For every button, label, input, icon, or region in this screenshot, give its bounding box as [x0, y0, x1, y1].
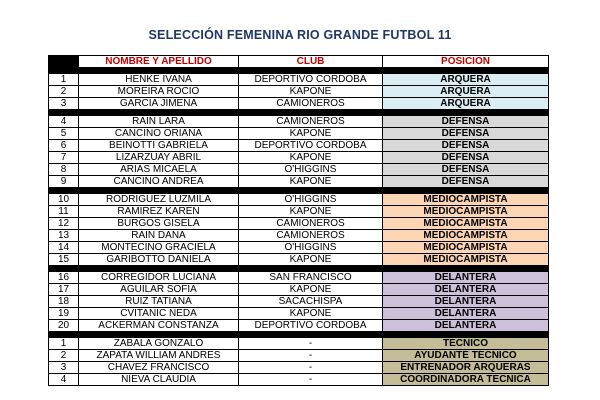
position-label: DEFENSA	[383, 152, 549, 164]
club-name: -	[239, 362, 383, 374]
row-number: 4	[49, 116, 79, 128]
row-number: 18	[49, 296, 79, 308]
name-column-header: NOMBRE Y APELLIDO	[79, 56, 239, 68]
table-row	[49, 284, 549, 296]
position-label: MEDIOCAMPISTA	[383, 194, 549, 206]
player-name: GARIBOTTO DANIELA	[79, 254, 239, 266]
position-column-header: POSICION	[383, 56, 549, 68]
player-name: GARCIA JIMENA	[79, 98, 239, 110]
position-label: ARQUERA	[383, 74, 549, 86]
club-name: KAPONE	[239, 284, 383, 296]
club-name: CAMIONEROS	[239, 116, 383, 128]
table-row	[49, 308, 549, 320]
player-name: RODRIGUEZ LUZMILA	[79, 194, 239, 206]
position-label: DEFENSA	[383, 128, 549, 140]
row-number: 5	[49, 128, 79, 140]
player-name: ZAPATA WILLIAM ANDRES	[79, 350, 239, 362]
player-name: CORREGIDOR LUCIANA	[79, 272, 239, 284]
row-number: 13	[49, 230, 79, 242]
row-number: 11	[49, 206, 79, 218]
table-row	[49, 176, 549, 188]
position-label: MEDIOCAMPISTA	[383, 218, 549, 230]
position-label: MEDIOCAMPISTA	[383, 242, 549, 254]
player-name: CANCINO ANDREA	[79, 176, 239, 188]
table-row	[49, 254, 549, 266]
row-number: 2	[49, 86, 79, 98]
club-name: KAPONE	[239, 254, 383, 266]
table-row	[49, 374, 549, 386]
club-name: SACACHISPA	[239, 296, 383, 308]
position-label: DEFENSA	[383, 116, 549, 128]
player-name: RAIN DANA	[79, 230, 239, 242]
position-label: DEFENSA	[383, 176, 549, 188]
position-label: ARQUERA	[383, 98, 549, 110]
roster-body	[49, 68, 549, 386]
player-name: BEINOTTI GABRIELA	[79, 140, 239, 152]
club-name: O'HIGGINS	[239, 242, 383, 254]
table-row	[49, 362, 549, 374]
club-name: CAMIONEROS	[239, 230, 383, 242]
club-name: DEPORTIVO CORDOBA	[239, 74, 383, 86]
table-row	[49, 98, 549, 110]
player-name: NIEVA CLAUDIA	[79, 374, 239, 386]
table-row	[49, 320, 549, 332]
player-name: RAMIREZ KAREN	[79, 206, 239, 218]
row-number: 17	[49, 284, 79, 296]
club-name: CAMIONEROS	[239, 218, 383, 230]
number-column-header	[49, 56, 79, 68]
club-name: KAPONE	[239, 308, 383, 320]
position-label: ENTRENADOR ARQUERAS	[383, 362, 549, 374]
position-label: DEFENSA	[383, 164, 549, 176]
row-number: 14	[49, 242, 79, 254]
player-name: RUIZ TATIANA	[79, 296, 239, 308]
club-name: -	[239, 350, 383, 362]
row-number: 3	[49, 362, 79, 374]
position-label: MEDIOCAMPISTA	[383, 254, 549, 266]
position-label: DELANTERA	[383, 296, 549, 308]
position-label: MEDIOCAMPISTA	[383, 230, 549, 242]
row-number: 4	[49, 374, 79, 386]
table-row	[49, 74, 549, 86]
player-name: BURGOS GISELA	[79, 218, 239, 230]
position-label: DEFENSA	[383, 140, 549, 152]
position-label: AYUDANTE TECNICO	[383, 350, 549, 362]
player-name: ACKERMAN CONSTANZA	[79, 320, 239, 332]
table-row	[49, 86, 549, 98]
position-label: MEDIOCAMPISTA	[383, 206, 549, 218]
table-row	[49, 152, 549, 164]
table-row	[49, 296, 549, 308]
table-row	[49, 116, 549, 128]
player-name: HENKE IVANA	[79, 74, 239, 86]
player-name: LIZARZUAY ABRIL	[79, 152, 239, 164]
player-name: MONTECINO GRACIELA	[79, 242, 239, 254]
position-label: COORDINADORA TECNICA	[383, 374, 549, 386]
club-name: SAN FRANCISCO	[239, 272, 383, 284]
club-name: DEPORTIVO CORDOBA	[239, 140, 383, 152]
table-row	[49, 230, 549, 242]
player-name: ARIAS MICAELA	[79, 164, 239, 176]
row-number: 3	[49, 98, 79, 110]
page-title: SELECCIÓN FEMENINA RIO GRANDE FUTBOL 11	[148, 28, 452, 42]
table-row	[49, 242, 549, 254]
player-name: MOREIRA ROCIO	[79, 86, 239, 98]
player-name: CHAVEZ FRANCISCO	[79, 362, 239, 374]
table-row	[49, 350, 549, 362]
club-name: KAPONE	[239, 176, 383, 188]
player-name: RAIN LARA	[79, 116, 239, 128]
player-name: ZABALA GONZALO	[79, 338, 239, 350]
table-row	[49, 194, 549, 206]
table-row	[49, 218, 549, 230]
player-name: CANCINO ORIANA	[79, 128, 239, 140]
club-name: KAPONE	[239, 152, 383, 164]
club-name: KAPONE	[239, 206, 383, 218]
row-number: 8	[49, 164, 79, 176]
position-label: DELANTERA	[383, 320, 549, 332]
row-number: 6	[49, 140, 79, 152]
table-row	[49, 164, 549, 176]
row-number: 19	[49, 308, 79, 320]
club-name: KAPONE	[239, 86, 383, 98]
club-column-header: CLUB	[239, 56, 383, 68]
player-name: AGUILAR SOFIA	[79, 284, 239, 296]
player-name: CVITANIC NEDA	[79, 308, 239, 320]
roster-table	[48, 55, 549, 386]
club-name: -	[239, 338, 383, 350]
row-number: 15	[49, 254, 79, 266]
position-label: DELANTERA	[383, 284, 549, 296]
club-name: CAMIONEROS	[239, 98, 383, 110]
row-number: 12	[49, 218, 79, 230]
row-number: 7	[49, 152, 79, 164]
row-number: 9	[49, 176, 79, 188]
club-name: O'HIGGINS	[239, 194, 383, 206]
header-row	[49, 56, 549, 68]
position-label: DELANTERA	[383, 272, 549, 284]
row-number: 1	[49, 338, 79, 350]
table-row	[49, 272, 549, 284]
row-number: 1	[49, 74, 79, 86]
position-label: DELANTERA	[383, 308, 549, 320]
table-row	[49, 206, 549, 218]
row-number: 10	[49, 194, 79, 206]
club-name: KAPONE	[239, 128, 383, 140]
table-row	[49, 140, 549, 152]
position-label: ARQUERA	[383, 86, 549, 98]
club-name: -	[239, 374, 383, 386]
table-row	[49, 128, 549, 140]
row-number: 20	[49, 320, 79, 332]
position-label: TECNICO	[383, 338, 549, 350]
table-row	[49, 338, 549, 350]
row-number: 16	[49, 272, 79, 284]
row-number: 2	[49, 350, 79, 362]
club-name: O'HIGGINS	[239, 164, 383, 176]
club-name: DEPORTIVO CORDOBA	[239, 320, 383, 332]
